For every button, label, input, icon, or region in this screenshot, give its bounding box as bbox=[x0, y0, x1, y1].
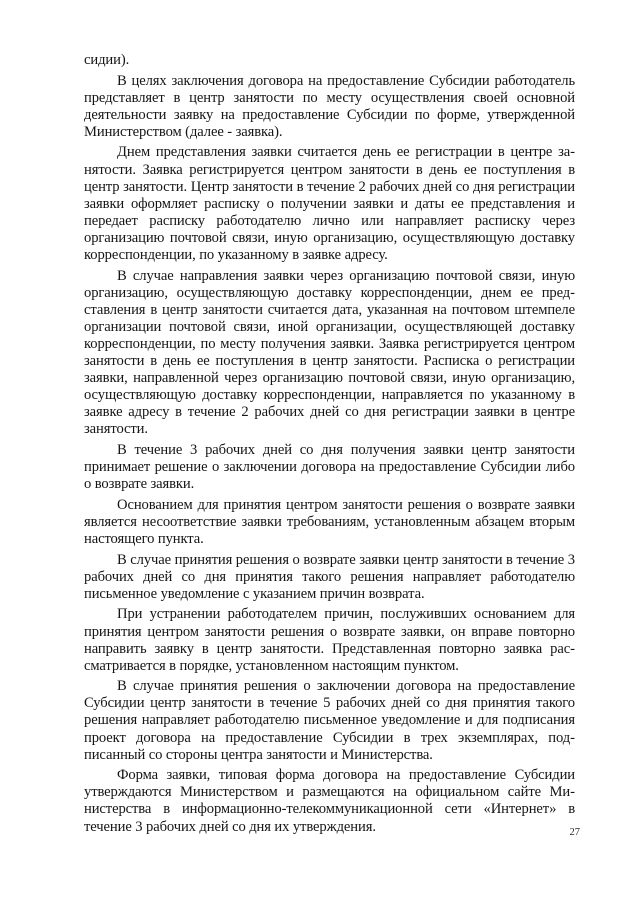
document-body bbox=[84, 52, 575, 839]
paragraph-postal-submission: В случае направления заявки через организацию почтовой связи, иную организацию, осуществляющую доставку корреспонденции, днем ее представления в центр занятости считается дата, указанная на почтовом штемпеле организации почтовой связи, иной организации, осуществляющей доставку корреспонденции, по месту получения заявки. Заявка регистрируется центром занятости в день ее поступления в центр занятости. Расписка о регистрации заявки, направленной через организацию почтовой связи, иную организацию, осуществляющую доставку корреспонденции, направляется по указанному в заявке адресу в течение 2 рабочих дней со дня регистрации заявки в центре занятости. bbox=[84, 267, 575, 438]
page-number: 27 bbox=[569, 827, 580, 838]
paragraph-contract-notice: В случае принятия решения о заключении договора на предоставление Субсидии центр занятости в течение 5 рабочих дней со дня принятия такого решения направляет работодателю письменное уведомление и для подписания проект договора на предоставление Субсидии в трех экземплярах, подписанный со стороны центра занятости и Министерства. bbox=[84, 678, 575, 763]
paragraph-continuation: сидии). bbox=[84, 52, 130, 68]
paragraph-decision-term: В течение 3 рабочих дней со дня получения заявки центр занятости принимает решение о заключении договора на предоставление Субсидии либо о возврате заявки. bbox=[84, 442, 575, 493]
paragraph-resubmission: При устранении работодателем причин, послуживших основанием для принятия центром занятости решения о возврате заявки, он вправе повторно направить заявку в центр занятости. Представленная повторно заявка рассматривается в порядке, установленном настоящим пунктом. bbox=[84, 606, 575, 674]
paragraph-registration-day: Днем представления заявки считается день ее регистрации в центре занятости. Заявка регистрируется центром занятости в день ее поступления в центр занятости. Центр занятости в течение 2 рабочих дней со дня регистрации заявки оформляет расписку о получении заявки и даты ее представления и передает расписку работодателю лично или направляет расписку через организацию почтовой связи, иную организацию, осуществляющую доставку корреспонденции, по указанному в заявке адресу. bbox=[84, 144, 575, 264]
paragraph-application-submission: В целях заключения договора на предоставление Субсидии работодатель представляет в центр занятости по месту осуществления своей основной деятельности заявку на предоставление Субсидии по форме, утвержденной Министерством (далее - заявка). bbox=[84, 72, 575, 140]
paragraph-return-notice: В случае принятия решения о возврате заявки центр занятости в течение 3 рабочих дней со дня принятия такого решения направляет работодателю письменное уведомление с указанием причин возврата. bbox=[84, 551, 575, 602]
paragraph-forms-approval: Форма заявки, типовая форма договора на предоставление Субсидии утверждаются Министерством и размещаются на официальном сайте Министерства в информационно-телекоммуникационной сети «Интернет» в течение 3 рабочих дней со дня их утверждения. bbox=[84, 767, 575, 835]
paragraph-return-grounds: Основанием для принятия центром занятости решения о возврате заявки является несоответствие заявки требованиям, установленным абзацем вторым настоящего пункта. bbox=[84, 496, 575, 548]
